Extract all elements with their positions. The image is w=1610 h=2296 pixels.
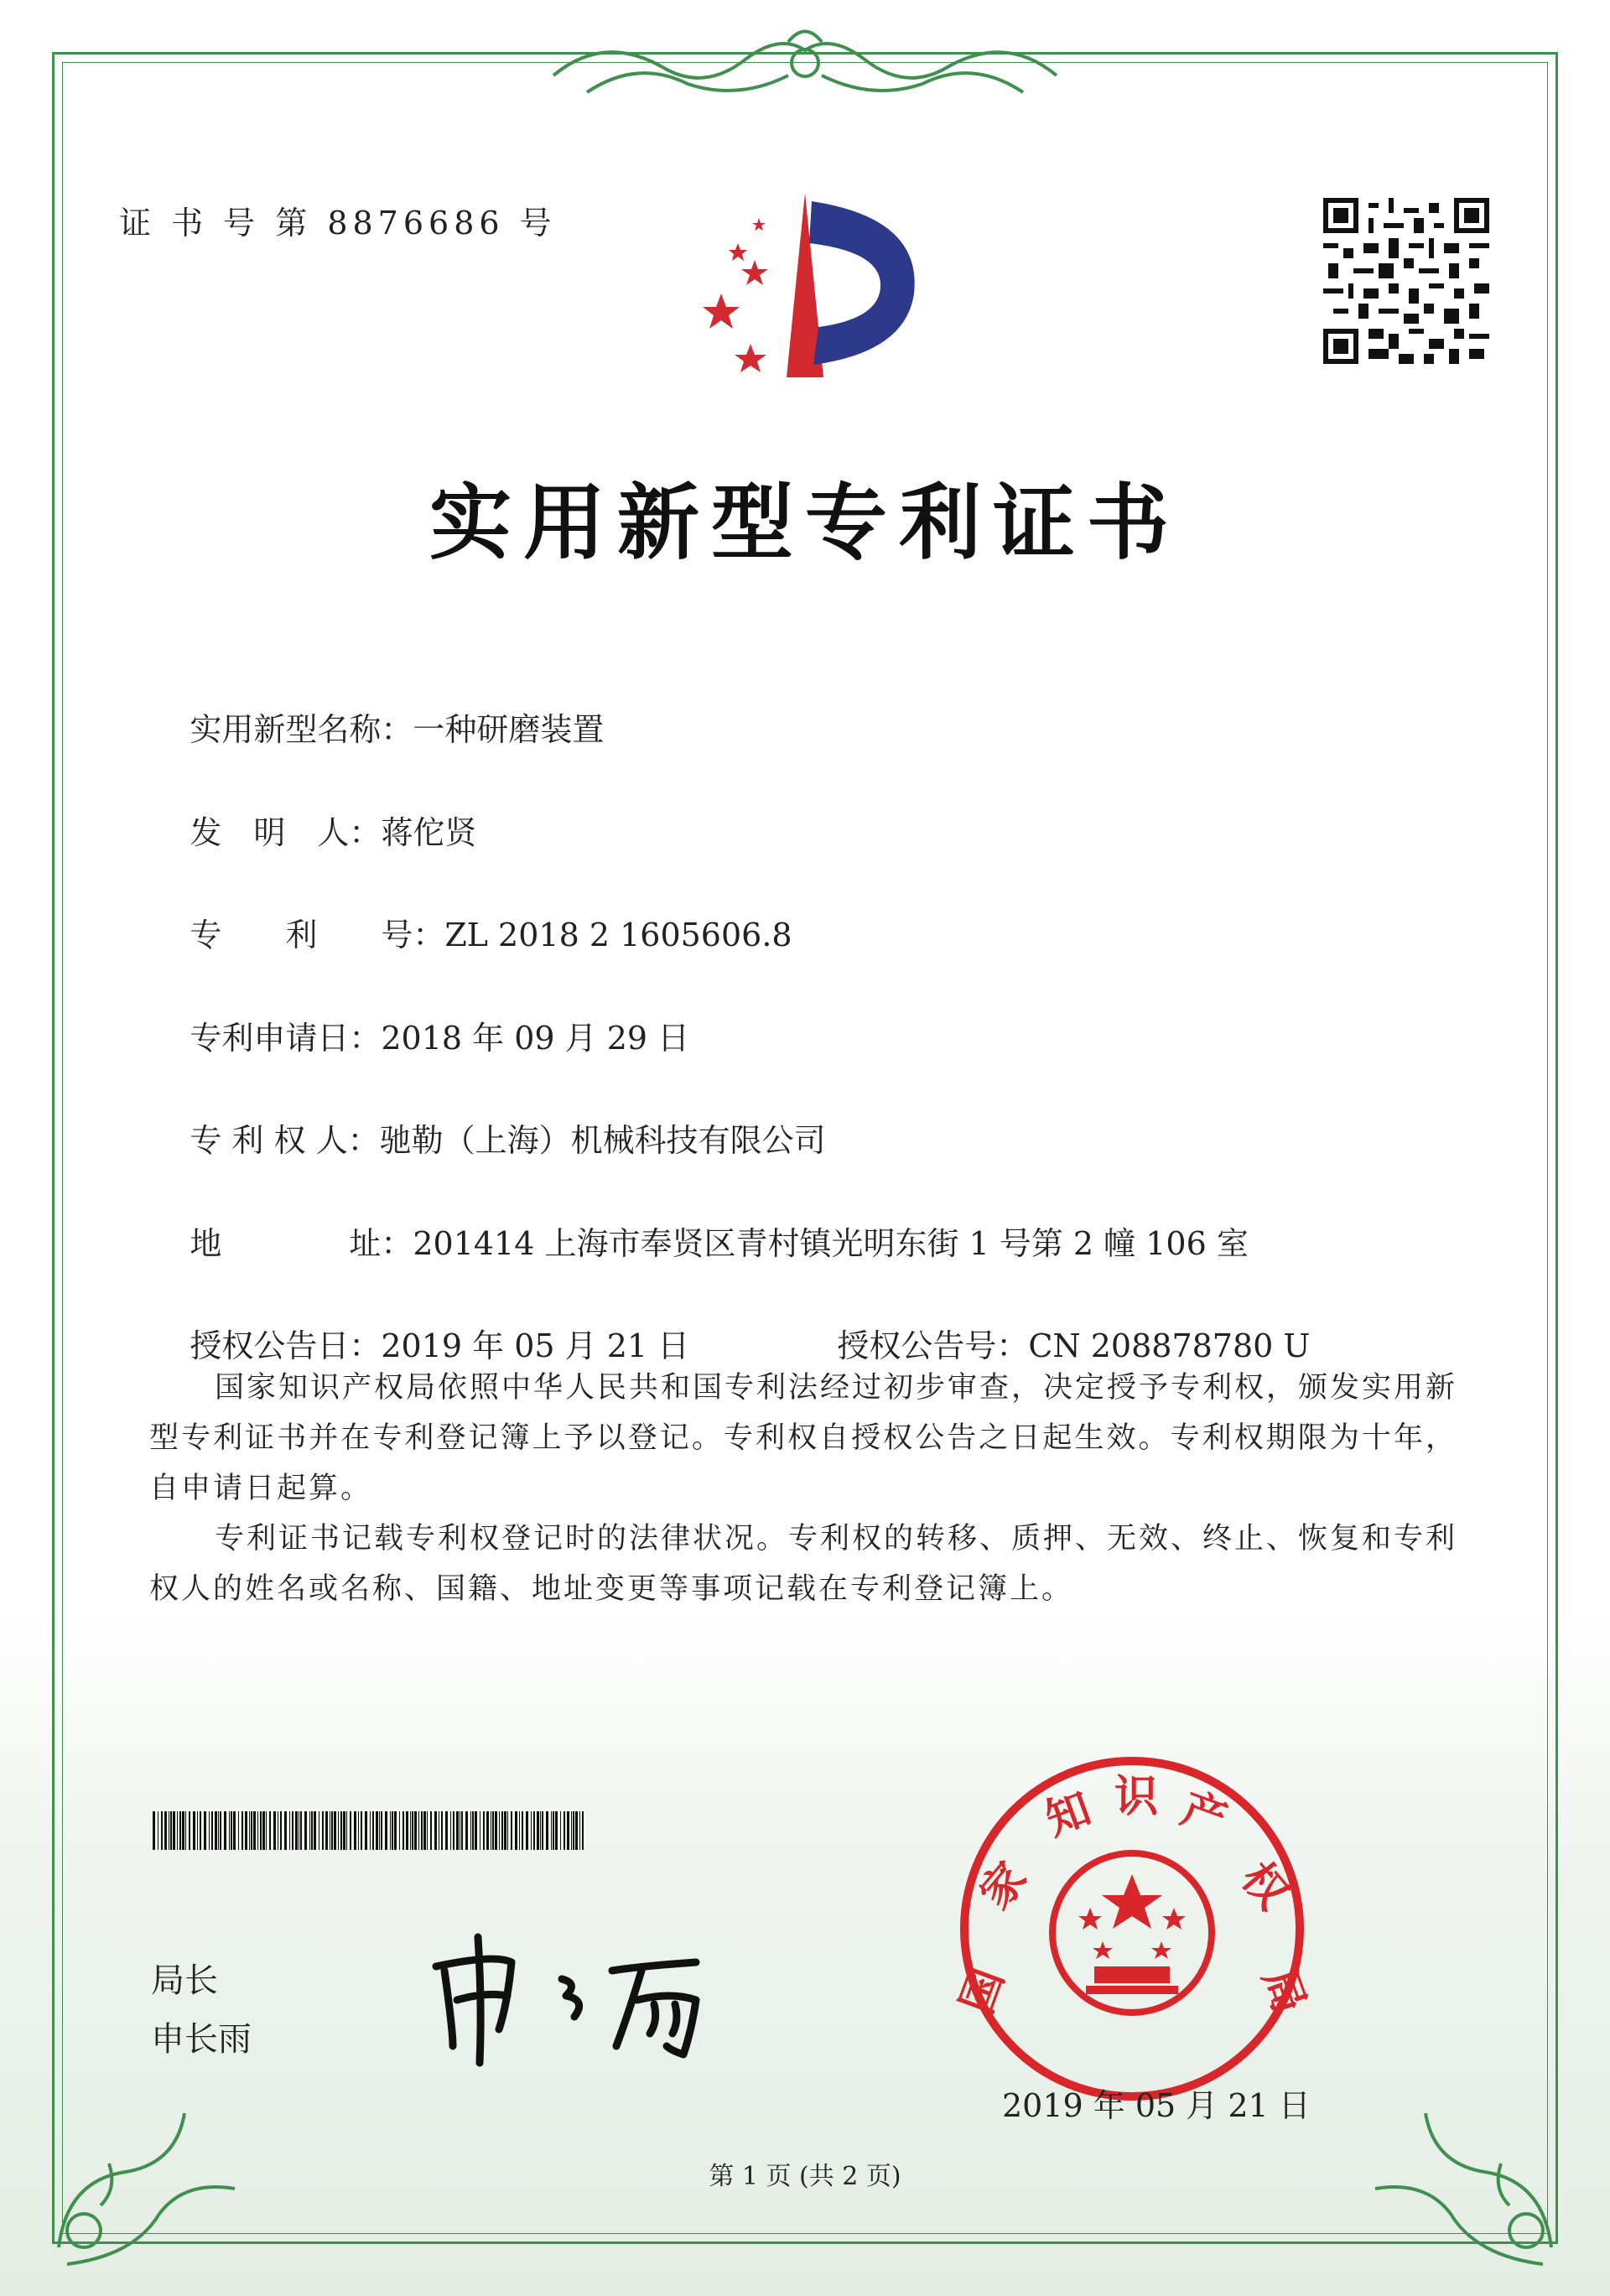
seal-date: 2019 年 05 月 21 日 <box>1002 2087 1311 2124</box>
field-value: ZL 2018 2 1605606.8 <box>444 917 792 953</box>
field-value: 蒋佗贤 <box>381 814 477 851</box>
field-label: 发 明 人： <box>190 814 382 851</box>
svg-text:知: 知 <box>1039 1782 1098 1847</box>
svg-text:权: 权 <box>1231 1852 1299 1919</box>
field-value: 2019 年 05 月 21 日 <box>381 1327 690 1364</box>
field-value: 驰勒（上海）机械科技有限公司 <box>379 1122 826 1159</box>
field-label: 实用新型名称： <box>190 711 413 748</box>
page-title: 实用新型专利证书 <box>428 475 1181 571</box>
director-title: 局长 <box>151 1961 218 2000</box>
cnipa-logo-icon <box>671 184 939 403</box>
field-value: 一种研磨装置 <box>413 711 605 748</box>
svg-text:国: 国 <box>950 1961 1015 2020</box>
field-value: 2018 年 09 月 29 日 <box>381 1020 690 1057</box>
field-label: 专 利 权 人： <box>190 1122 380 1159</box>
svg-text:产: 产 <box>1175 1782 1233 1847</box>
top-ornament-icon <box>537 17 1073 109</box>
paragraph-legal-status: 专利证书记载专利权登记时的法律状况。专利权的转移、质押、无效、终止、恢复和专利权人的姓名或名称、国籍、地址变更等事项记载在专利登记簿上。 <box>149 1522 1458 1606</box>
field-value: 201414 上海市奉贤区青村镇光明东街 1 号第 2 幢 106 室 <box>413 1225 1249 1262</box>
barcode-icon <box>153 1811 589 1850</box>
svg-text:局: 局 <box>1252 1961 1317 2020</box>
field-label: 专利申请日： <box>190 1020 382 1057</box>
field-utility-model-name <box>149 667 604 787</box>
field-label: 授权公告号： <box>837 1327 1029 1364</box>
field-label: 授权公告日： <box>190 1327 382 1364</box>
field-patent-number <box>149 872 792 992</box>
certificate-number: 证 书 号 第 8876686 号 <box>119 205 557 242</box>
field-patentee <box>149 1078 826 1197</box>
svg-text:识: 识 <box>1114 1771 1159 1822</box>
paragraph-grant-statement: 国家知识产权局依照中华人民共和国专利法经过初步审查，决定授予专利权，颁发实用新型专利证书并在专利登记簿上予以登记。专利权自授权公告之日起生效。专利权期限为十年，自申请日起算。 <box>149 1371 1458 1505</box>
director-signature-icon <box>419 1920 805 2071</box>
page-footer: 第 1 页 (共 2 页) <box>709 2162 901 2191</box>
director-name: 申长雨 <box>151 2020 252 2059</box>
national-emblem-icon <box>950 1753 1317 2105</box>
field-label: 地 址： <box>190 1225 413 1262</box>
qr-code-icon <box>1323 198 1489 364</box>
svg-text:家: 家 <box>969 1852 1037 1919</box>
field-value: CN 208878780 U <box>1028 1327 1311 1364</box>
field-label: 专 利 号： <box>190 917 445 953</box>
